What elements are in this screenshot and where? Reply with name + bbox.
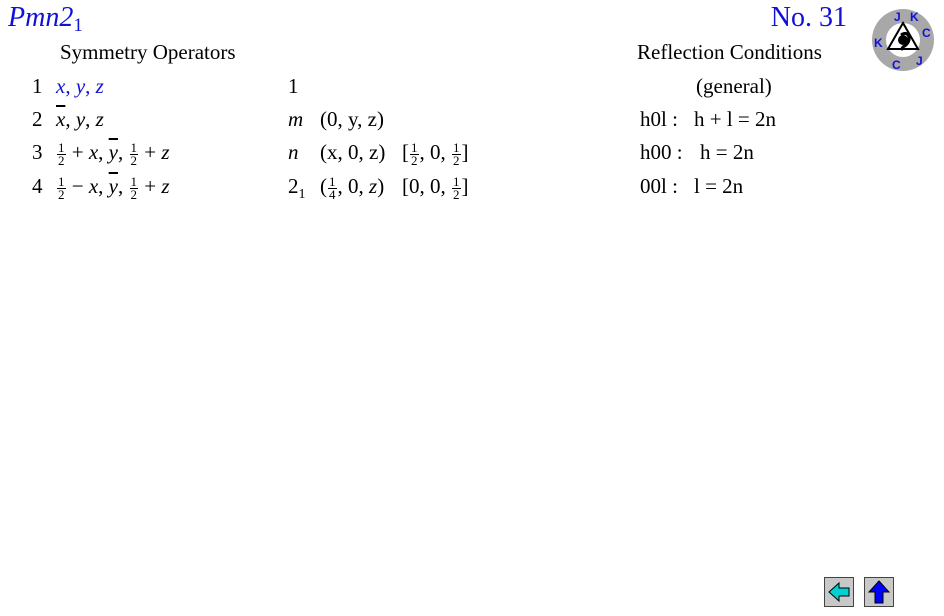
svg-text:K: K: [910, 10, 919, 24]
operator-3-coordinates: $\frac{1}{2}$ + x, $\overline{y}$, $\frac{1}{2}$ + z: [58, 140, 170, 168]
operator-2-location: (0, y, z): [320, 107, 384, 131]
up-button[interactable]: [864, 577, 894, 607]
space-group-title: $Pmn2_1$: [8, 2, 83, 36]
reflection-conditions-heading: Reflection Conditions: [637, 40, 822, 64]
operator-3-index: 3: [32, 140, 43, 164]
condition-2-hkl: h00 :: [640, 140, 683, 164]
operator-1-coordinates: x, y, z: [56, 74, 104, 98]
condition-2-rule: h = 2n: [700, 140, 754, 164]
operator-4-index: 4: [32, 174, 43, 198]
general-label: (general): [696, 74, 772, 98]
condition-1-rule: h + l = 2n: [694, 107, 777, 131]
jkc-logo-icon: [870, 7, 936, 73]
operator-4-screw: [0, 0, $\frac{1}{2}$ ]: [402, 174, 469, 202]
condition-3-rule: l = 2n: [694, 174, 744, 198]
svg-text:K: K: [874, 36, 883, 50]
svg-text:J: J: [894, 10, 901, 24]
operator-4-symbol: $2_1$: [288, 174, 306, 202]
operator-4-location: ( $\frac{1}{4}$ , 0, z): [320, 174, 385, 202]
arrow-left-icon: [827, 582, 851, 602]
operator-3-glide: [ $\frac{1}{2}$ , 0, $\frac{1}{2}$ ]: [402, 140, 469, 168]
operator-3-symbol: n: [288, 140, 299, 164]
operator-3-location: (x, 0, z): [320, 140, 386, 164]
svg-text:C: C: [892, 58, 901, 72]
space-group-number: No. 31: [770, 2, 847, 33]
operator-1-symbol: 1: [288, 74, 299, 98]
arrow-up-icon: [868, 580, 890, 604]
svg-text:C: C: [922, 26, 931, 40]
condition-1-hkl: h0l :: [640, 107, 678, 131]
operator-2-coordinates: $\overline{x}$, y, z: [56, 107, 104, 131]
svg-text:J: J: [916, 54, 923, 68]
operator-2-symbol: m: [288, 107, 304, 131]
operator-4-coordinates: $\frac{1}{2}$ − x, $\overline{y}$, $\frac{1}{2}$ + z: [58, 174, 170, 202]
symmetry-operators-heading: Symmetry Operators: [60, 40, 236, 64]
back-button[interactable]: [824, 577, 854, 607]
operator-1-index: 1: [32, 74, 43, 98]
condition-3-hkl: 00l :: [640, 174, 678, 198]
operator-2-index: 2: [32, 107, 43, 131]
